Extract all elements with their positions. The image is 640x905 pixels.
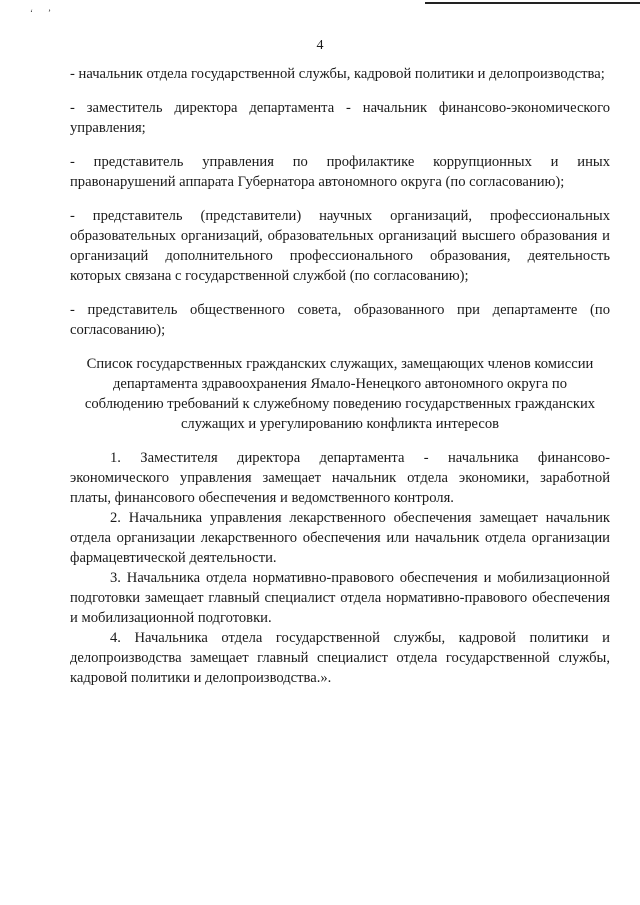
member-item: - представитель (представители) научных организаций, профессиональных образовательных организаций, образовательных организаций высшего образования и организаций дополнительного профессионального образования, деятельность которых связана с государственной службой (по согласованию); [70,208,610,284]
page-number: 4 [316,38,324,53]
replacement-item: 1. Заместителя директора департамента - начальника финансово-экономического управления замещает начальник отдела экономики, заработной платы, финансового обеспечения и ведомственного контроля. [70,450,610,506]
corner-mark-left: ‘ [30,8,33,18]
replacement-item: 3. Начальника отдела нормативно-правового обеспечения и мобилизационной подготовки замещает главный специалист отдела нормативно-правового обеспечения и мобилизационной подготовки. [70,570,610,626]
member-item: - заместитель директора департамента - начальник финансово-экономического управления; [70,100,610,136]
top-border-line [425,2,640,4]
replacement-item: 4. Начальника отдела государственной службы, кадровой политики и делопроизводства замещает главный специалист отдела государственной службы, кадровой политики и делопроизводства.». [70,630,610,686]
list-heading: Список государственных гражданских служащих, замещающих членов комиссии департамента здравоохранения Ямало-Ненецкого автономного округа по соблюдению требований к служебному поведению государственных гражданских служащих и урегулированию конфликта интересов [84,356,596,432]
corner-mark-right: ’ [48,8,51,18]
member-item: - начальник отдела государственной службы, кадровой политики и делопроизводства; [70,66,605,82]
replacement-item: 2. Начальника управления лекарственного обеспечения замещает начальник отдела организации лекарственного обеспечения или начальник отдела организации фармацевтической деятельности. [70,510,610,566]
document-body [70,64,610,688]
member-item: - представитель общественного совета, образованного при департаменте (по согласованию); [70,302,610,338]
member-item: - представитель управления по профилактике коррупционных и иных правонарушений аппарата Губернатора автономного округа (по согласованию); [70,154,610,190]
